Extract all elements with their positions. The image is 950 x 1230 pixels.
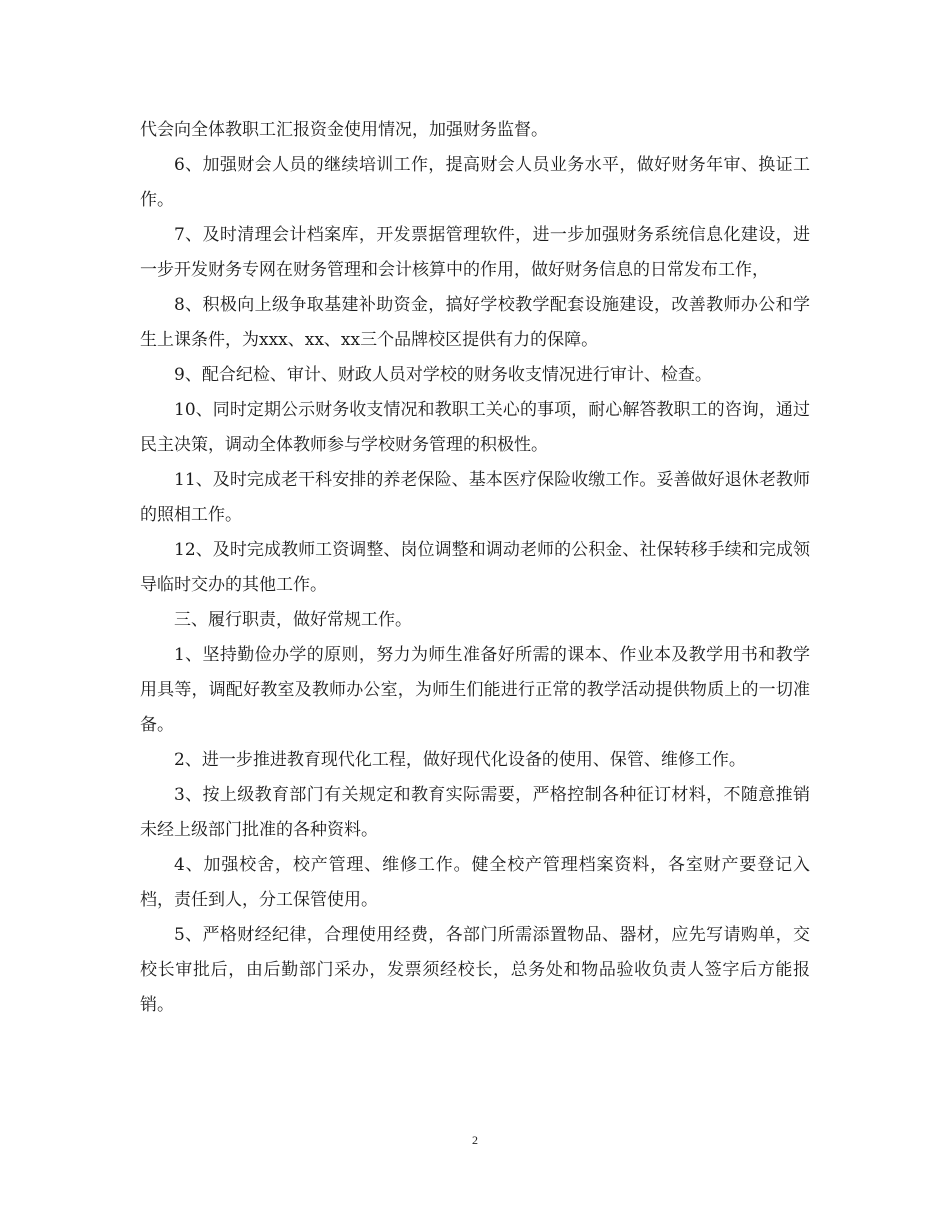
paragraph: 12、及时完成教师工资调整、岗位调整和调动老师的公积金、社保转移手续和完成领导临时交办的其他工作。 [140,540,810,595]
paragraph: 2、进一步推进教育现代化工程，做好现代化设备的使用、保管、维修工作。 [174,750,746,770]
paragraph: 7、及时清理会计档案库，开发票据管理软件，进一步加强财务系统信息化建设，进一步开发财务专网在财务管理和会计核算中的作用，做好财务信息的日常发布工作， [140,225,810,280]
document-body [140,113,810,1023]
page-number: 2 [472,1133,478,1147]
paragraph: 5、严格财经纪律，合理使用经费，各部门所需添置物品、器材，应先写请购单，交校长审批后，由后勤部门采办，发票须经校长，总务处和物品验收负责人签字后方能报销。 [140,925,810,1015]
paragraph: 10、同时定期公示财务收支情况和教职工关心的事项，耐心解答教职工的咨询，通过民主决策，调动全体教师参与学校财务管理的积极性。 [140,400,810,455]
paragraph: 8、积极向上级争取基建补助资金，搞好学校教学配套设施建设，改善教师办公和学生上课条件，为xxx、xx、xx三个品牌校区提供有力的保障。 [140,295,810,350]
paragraph: 11、及时完成老干科安排的养老保险、基本医疗保险收缴工作。妥善做好退休老教师的照相工作。 [140,470,810,525]
paragraph: 4、加强校舍，校产管理、维修工作。健全校产管理档案资料，各室财产要登记入档，责任到人，分工保管使用。 [140,855,810,910]
section-heading: 三、履行职责，做好常规工作。 [174,610,412,630]
paragraph: 1、坚持勤俭办学的原则，努力为师生准备好所需的课本、作业本及教学用书和教学用具等，调配好教室及教师办公室，为师生们能进行正常的教学活动提供物质上的一切准备。 [140,645,810,735]
paragraph: 代会向全体教职工汇报资金使用情况，加强财务监督。 [140,120,548,140]
paragraph: 9、配合纪检、审计、财政人员对学校的财务收支情况进行审计、检查。 [174,365,712,385]
paragraph: 6、加强财会人员的继续培训工作，提高财会人员业务水平，做好财务年审、换证工作。 [140,155,810,210]
paragraph: 3、按上级教育部门有关规定和教育实际需要，严格控制各种征订材料，不随意推销未经上级部门批准的各种资料。 [140,785,810,840]
